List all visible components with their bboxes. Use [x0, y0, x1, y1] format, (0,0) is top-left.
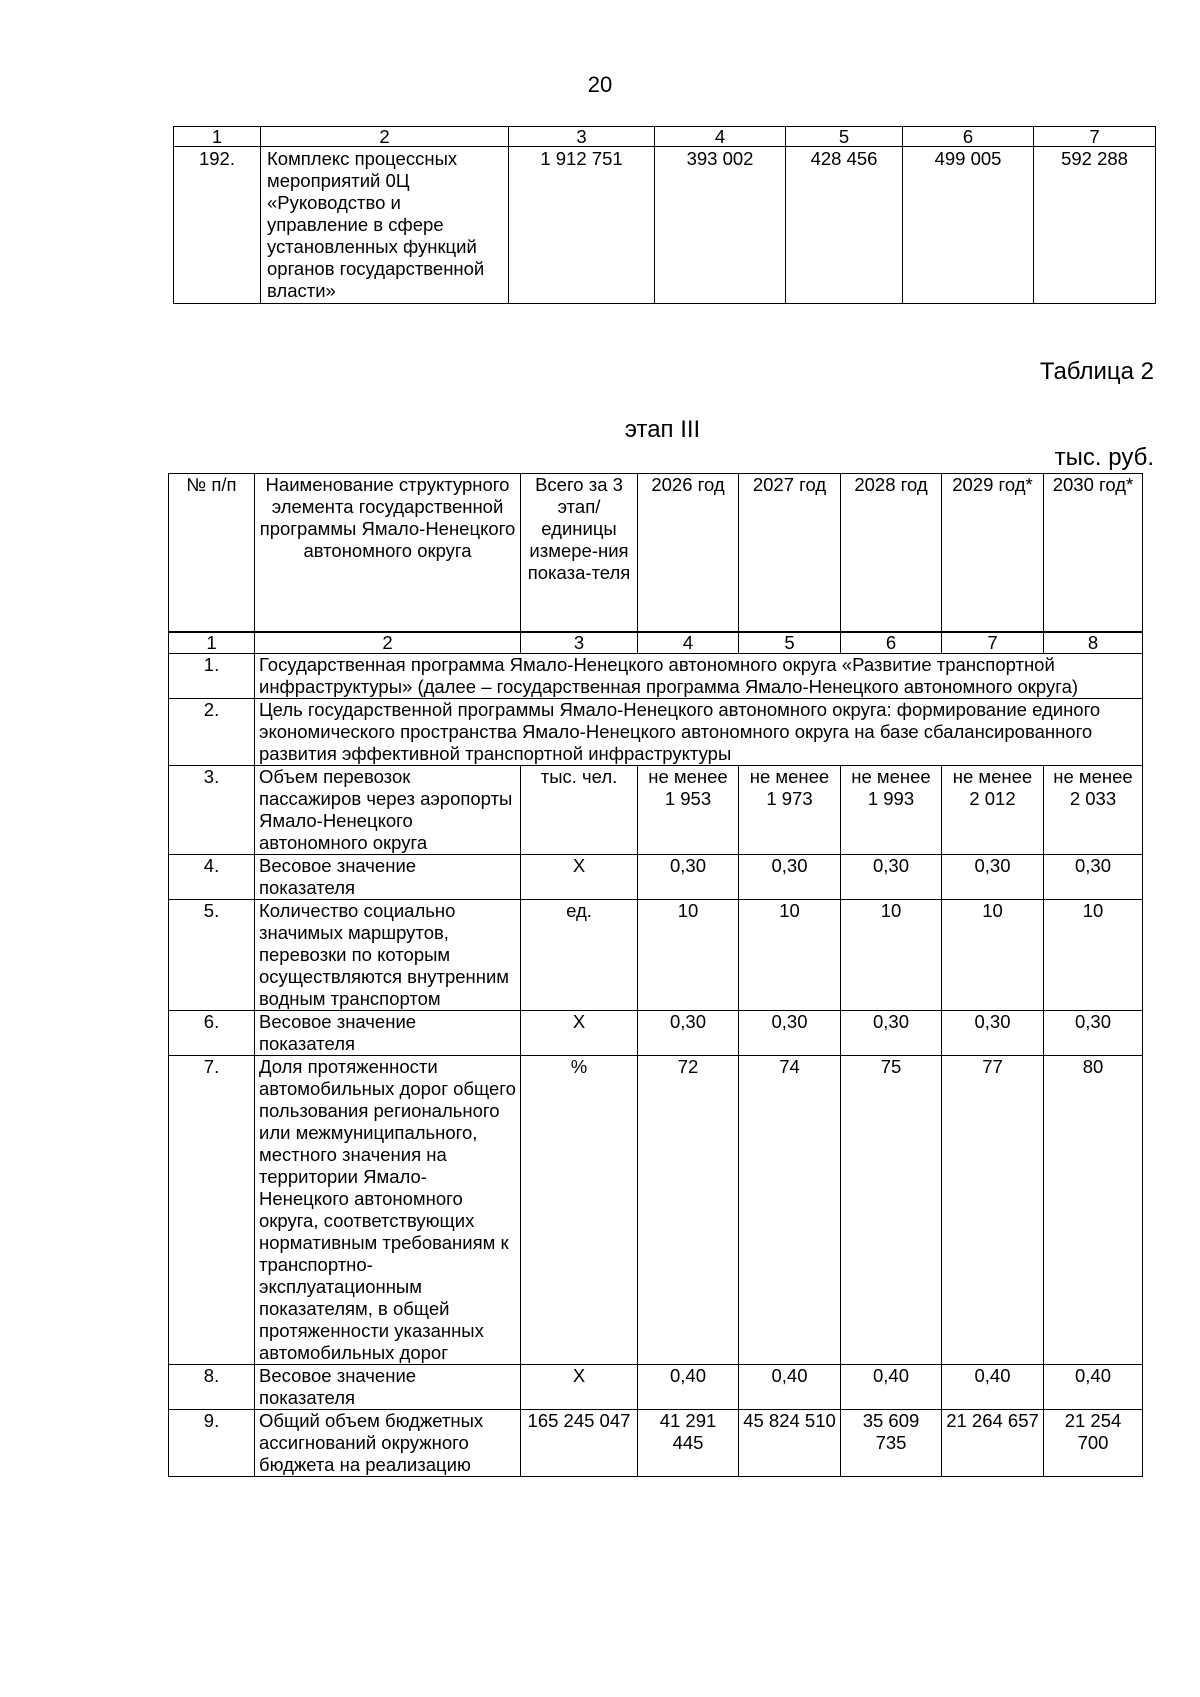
col-number: 5 — [739, 633, 841, 654]
row-value: 0,30 — [1044, 1011, 1143, 1056]
row-value: 0,40 — [739, 1365, 841, 1410]
col-number: 1 — [169, 633, 255, 654]
row-number: 3. — [169, 766, 255, 855]
row-value: 10 — [739, 900, 841, 1011]
header-name: Наименование структурного элемента государственной программы Ямало-Ненецкого автономного округа — [255, 474, 521, 632]
row-value: 72 — [638, 1056, 739, 1365]
row-value: не менее 1 973 — [739, 766, 841, 855]
row-number: 6. — [169, 1011, 255, 1056]
row-value: 1 912 751 — [509, 147, 655, 304]
table-row — [174, 147, 1156, 304]
col-number: 6 — [903, 127, 1034, 147]
row-value: 0,30 — [841, 1011, 942, 1056]
table-row — [169, 654, 1143, 699]
row-value: не менее 2 012 — [942, 766, 1044, 855]
row-value: 0,40 — [1044, 1365, 1143, 1410]
row-value: 592 288 — [1034, 147, 1156, 304]
main-table — [168, 632, 1143, 1477]
row-name: Комплекс процессных мероприятий 0Ц «Руководство и управление в сфере установленных функций органов государственной власти» — [261, 147, 509, 304]
row-unit: тыс. чел. — [521, 766, 638, 855]
table-row — [169, 855, 1143, 900]
row-value: 74 — [739, 1056, 841, 1365]
header-total: Всего за 3 этап/ единицы измере-ния показа-теля — [521, 474, 638, 632]
row-value: 0,30 — [739, 855, 841, 900]
row-unit: % — [521, 1056, 638, 1365]
col-number: 6 — [841, 633, 942, 654]
row-value: 10 — [1044, 900, 1143, 1011]
row-number: 8. — [169, 1365, 255, 1410]
row-value: 21 254 700 — [1044, 1410, 1143, 1477]
row-unit: Х — [521, 1365, 638, 1410]
main-table-header — [168, 473, 1143, 632]
row-value: 393 002 — [655, 147, 786, 304]
row-value: 0,30 — [942, 1011, 1044, 1056]
row-value: 77 — [942, 1056, 1044, 1365]
col-number: 3 — [509, 127, 655, 147]
row-value: 0,30 — [739, 1011, 841, 1056]
row-value: 35 609 735 — [841, 1410, 942, 1477]
header-2028: 2028 год — [841, 474, 942, 632]
row-total: 165 245 047 — [521, 1410, 638, 1477]
row-value: не менее 1 993 — [841, 766, 942, 855]
col-number: 7 — [942, 633, 1044, 654]
continuation-table — [173, 126, 1156, 304]
row-name: Весовое значение показателя — [255, 855, 521, 900]
row-number: 7. — [169, 1056, 255, 1365]
row-value: 45 824 510 — [739, 1410, 841, 1477]
row-name: Общий объем бюджетных ассигнований окружного бюджета на реализацию — [255, 1410, 521, 1477]
table-row — [169, 1365, 1143, 1410]
row-value: 10 — [638, 900, 739, 1011]
row-value: 41 291 445 — [638, 1410, 739, 1477]
table-row — [169, 699, 1143, 766]
col-number: 2 — [255, 633, 521, 654]
row-value: 0,30 — [638, 855, 739, 900]
row-name: Доля протяженности автомобильных дорог общего пользования регионального или межмуниципального, местного значения на территории Ямало-Ненецкого автономного округа, соответствующих нормативным требованиям к транспортно-эксплуатационным показателям, в общей протяженности указанных автомобильных дорог — [255, 1056, 521, 1365]
col-number: 4 — [655, 127, 786, 147]
row-value: 499 005 — [903, 147, 1034, 304]
program-title: Государственная программа Ямало-Ненецкого автономного округа «Развитие транспортной инфраструктуры» (далее – государственная программа Ямало-Ненецкого автономного округа) — [255, 654, 1143, 699]
row-value: 0,30 — [841, 855, 942, 900]
header-2027: 2027 год — [739, 474, 841, 632]
header-2026: 2026 год — [638, 474, 739, 632]
row-value: 0,40 — [841, 1365, 942, 1410]
row-value: не менее 1 953 — [638, 766, 739, 855]
page-number: 20 — [587, 72, 613, 97]
header-2029: 2029 год* — [942, 474, 1044, 632]
row-value: 80 — [1044, 1056, 1143, 1365]
col-number: 3 — [521, 633, 638, 654]
table-row — [169, 1056, 1143, 1365]
col-number: 8 — [1044, 633, 1143, 654]
row-value: 428 456 — [786, 147, 903, 304]
row-value: 10 — [942, 900, 1044, 1011]
row-number: 1. — [169, 654, 255, 699]
row-value: 75 — [841, 1056, 942, 1365]
row-name: Количество социально значимых маршрутов, перевозки по которым осуществляются внутренним водным транспортом — [255, 900, 521, 1011]
row-name: Объем перевозок пассажиров через аэропорты Ямало-Ненецкого автономного округа — [255, 766, 521, 855]
row-number: 4. — [169, 855, 255, 900]
table-row — [169, 766, 1143, 855]
col-number: 5 — [786, 127, 903, 147]
header-2030: 2030 год* — [1044, 474, 1143, 632]
row-value: не менее 2 033 — [1044, 766, 1143, 855]
col-number: 7 — [1034, 127, 1156, 147]
row-unit: Х — [521, 855, 638, 900]
row-value: 0,30 — [638, 1011, 739, 1056]
row-value: 0,40 — [638, 1365, 739, 1410]
table-row — [169, 1011, 1143, 1056]
row-unit: Х — [521, 1011, 638, 1056]
table-title: Таблица 2 — [1039, 358, 1154, 385]
header-num: № п/п — [169, 474, 255, 632]
row-value: 0,30 — [942, 855, 1044, 900]
col-number: 1 — [174, 127, 261, 147]
row-number: 2. — [169, 699, 255, 766]
program-goal: Цель государственной программы Ямало-Ненецкого автономного округа: формирование единого экономического пространства Ямало-Ненецкого автономного округа на базе сбалансированного развития эффективной транспортной инфраструктуры — [255, 699, 1143, 766]
col-number: 4 — [638, 633, 739, 654]
row-name: Весовое значение показателя — [255, 1365, 521, 1410]
row-unit: ед. — [521, 900, 638, 1011]
row-value: 0,40 — [942, 1365, 1044, 1410]
table-row — [169, 1410, 1143, 1477]
row-value: 21 264 657 — [942, 1410, 1044, 1477]
col-number: 2 — [261, 127, 509, 147]
table-row — [169, 900, 1143, 1011]
row-number: 9. — [169, 1410, 255, 1477]
row-number: 192. — [174, 147, 261, 304]
stage-title: этап III — [624, 416, 701, 443]
row-value: 0,30 — [1044, 855, 1143, 900]
row-name: Весовое значение показателя — [255, 1011, 521, 1056]
units-label: тыс. руб. — [1054, 444, 1154, 471]
row-value: 10 — [841, 900, 942, 1011]
column-number-row — [169, 633, 1143, 654]
column-number-row — [174, 127, 1156, 147]
row-number: 5. — [169, 900, 255, 1011]
